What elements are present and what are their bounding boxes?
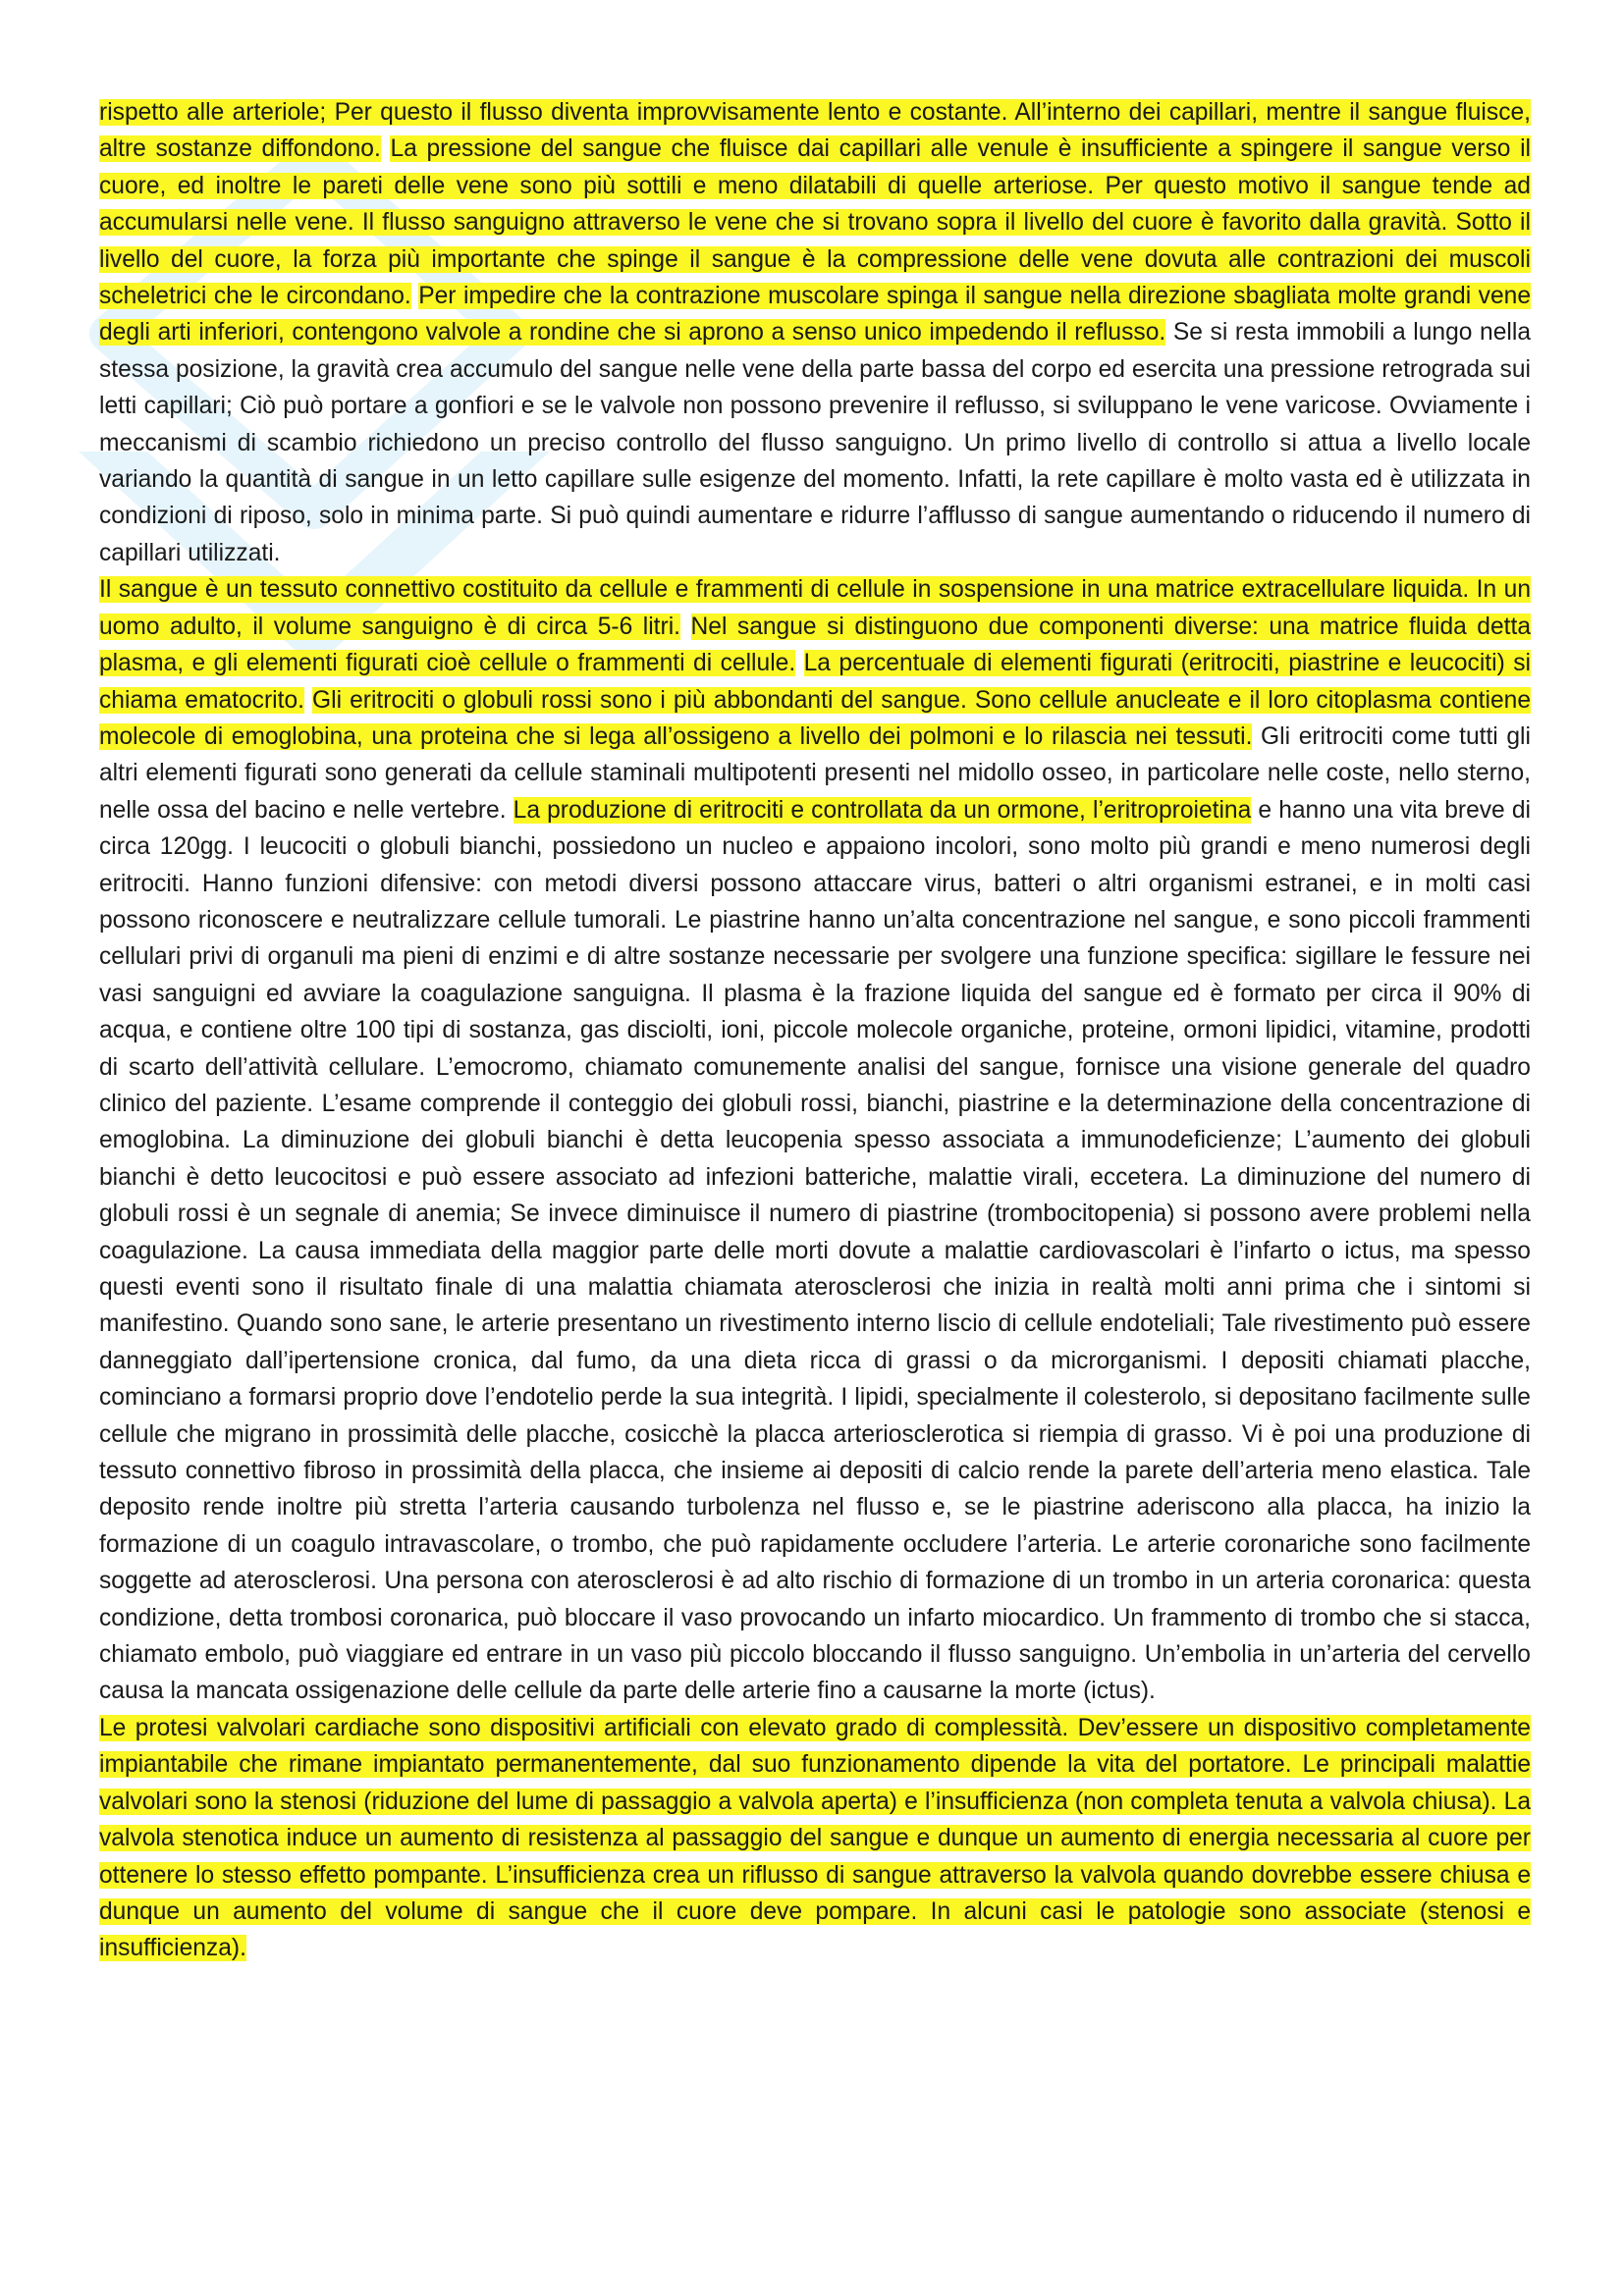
paragraph xyxy=(99,1710,1531,1967)
text-segment: La percentuale di elementi figurati (eritrociti, piastrine e leucociti) si chiama ematocrito. xyxy=(99,650,1531,714)
text-segment: Il sangue è un tessuto connettivo costituito da cellule e frammenti di cellule in sospensione in una matrice extracellulare liquida. In un uomo adulto, il volume sanguigno è di circa 5-6 litri. xyxy=(99,576,1531,640)
paragraph xyxy=(99,571,1531,1710)
text-segment: Gli eritrociti o globuli rossi sono i più abbondanti del sangue. Sono cellule anucleate e il loro citoplasma contiene molecole di emoglobina, una proteina che si lega all’ossigeno a livello dei polmoni e lo rilascia nei tessuti. xyxy=(99,686,1531,750)
text-segment: La pressione del sangue che fluisce dai capillari alle venule è insufficiente a spingere il sangue verso il cuore, ed inoltre le pareti delle vene sono più sottili e meno dilatabili di quelle arteriose. Per questo motivo il sangue tende ad accumularsi nelle vene. Il flusso sanguigno attraverso le vene che si trovano sopra il livello del cuore è favorito dalla gravità. Sotto il livello del cuore, la forza più importante che spinge il sangue è la compressione delle vene dovuta alle contrazioni dei muscoli scheletrici che le circondano. xyxy=(99,135,1531,310)
document-body xyxy=(99,94,1531,1967)
text-segment: Nel sangue si distinguono due componenti diverse: una matrice fluida detta plasma, e gli elementi figurati cioè cellule o frammenti di cellule. xyxy=(99,613,1531,677)
text-segment xyxy=(680,614,691,640)
text-segment xyxy=(795,650,803,676)
text-segment: Per impedire che la contrazione muscolare spinga il sangue nella direzione sbagliata molte grandi vene degli arti inferiori, contengono valvole a rondine che si aprono a senso unico impedendo il reflusso. xyxy=(99,283,1531,347)
text-segment: La produzione di eritrociti e controllata da un ormone, l’eritroproietina xyxy=(513,796,1252,824)
paragraph xyxy=(99,94,1531,571)
text-segment: Se si resta immobili a lungo nella stessa posizione, la gravità crea accumulo del sangue nelle vene della parte bassa del corpo ed esercita una pressione retrograda sui letti capillari; Ciò può portare a gonfiori e se le valvole non possono prevenire il reflusso, si sviluppano le vene varicose. Ovviamente i meccanismi di scambio richiedono un preciso controllo del flusso sanguigno. Un primo livello di controllo si attua a livello locale variando la quantità di sangue in un letto capillare sulle esigenze del momento. Infatti, la rete capillare è molto vasta ed è utilizzata in condizioni di riposo, solo in minima parte. Si può quindi aumentare e ridurre l’afflusso di sangue aumentando o riducendo il numero di capillari utilizzati. xyxy=(99,319,1531,566)
text-segment xyxy=(304,687,312,714)
text-segment: Gli eritrociti come tutti gli altri elementi figurati sono generati da cellule staminali multipotenti presenti nel midollo osseo, in particolare nelle coste, nello sterno, nelle ossa del bacino e nelle vertebre. xyxy=(99,722,1531,824)
text-segment: Le protesi valvolari cardiache sono dispositivi artificiali con elevato grado di complessità. Dev’essere un dispositivo completamente impiantabile che rimane impiantato permanentemente, dal suo funzionamento dipende la vita del portatore. Le principali malattie valvolari sono la stenosi (riduzione del lume di passaggio a valvola aperta) e l’insufficienza (non completa tenuta a valvola chiusa). La valvola stenotica induce un aumento di resistenza al passaggio del sangue e dunque un aumento di energia necessaria al cuore per ottenere lo stesso effetto pompante. L’insufficienza crea un riflusso di sangue attraverso la valvola quando dovrebbe essere chiusa e dunque un aumento del volume di sangue che il cuore deve pompare. In alcuni casi le patologie sono associate (stenosi e insufficienza). xyxy=(99,1714,1531,1962)
text-segment: e hanno una vita breve di circa 120gg. I leucociti o globuli bianchi, possiedono un nucleo e appaiono incolori, sono molto più grandi e meno numerosi degli eritrociti. Hanno funzioni difensive: con metodi diversi possono attaccare virus, batteri o altri organismi estranei, e in molti casi possono riconoscere e neutralizzare cellule tumorali. Le piastrine hanno un’alta concentrazione nel sangue, e sono piccoli frammenti cellulari privi di organuli ma pieni di enzimi e di altre sostanze necessarie per svolgere una funzione specifica: sigillare le fessure nei vasi sanguigni ed avviare la coagulazione sanguigna. Il plasma è la frazione liquida del sangue ed è formato per circa il 90% di acqua, e contiene oltre 100 tipi di sostanza, gas disciolti, ioni, piccole molecole organiche, proteine, ormoni lipidici, vitamine, prodotti di scarto dell’attività cellulare. L’emocromo, chiamato comunemente analisi del sangue, fornisce una visione generale del quadro clinico del paziente. L’esame comprende il conteggio dei globuli rossi, bianchi, piastrine e la determinazione della concentrazione di emoglobina. La diminuzione dei globuli bianchi è detta leucopenia spesso associata a immunodeficienze; L’aumento dei globuli bianchi è detto leucocitosi e può essere associato ad infezioni batteriche, malattie virali, eccetera. La diminuzione del numero di globuli rossi è un segnale di anemia; Se invece diminuisce il numero di piastrine (trombocitopenia) si possono avere problemi nella coagulazione. La causa immediata della maggior parte delle morti dovute a malattie cardiovascolari è l’infarto o ictus, ma spesso questi eventi sono il risultato finale di una malattia chiamata aterosclerosi che inizia in realtà molti anni prima che i sintomi si manifestino. Quando sono sane, le arterie presentano un rivestimento interno liscio di cellule endoteliali; Tale rivestimento può essere danneggiato dall’ipertensione cronica, dal fumo, da una dieta ricca di grassi o da microrganismi. I depositi chiamati placche, cominciano a formarsi proprio dove l’endotelio perde la sua integrità. I lipidi, specialmente il colesterolo, si depositano facilmente sulle cellule che migrano in prossimità delle placche, cosicchè la placca arteriosclerotica si riempia di grasso. Vi è poi una produzione di tessuto connettivo fibroso in prossimità della placca, che insieme ai depositi di calcio rende la parete dell’arteria meno elastica. Tale deposito rende inoltre più stretta l’arteria causando turbolenza nel flusso e, se le piastrine aderiscono alla placca, ha inizio la formazione di un coagulo intravascolare, o trombo, che può rapidamente occludere l’arteria. Le arterie coronariche sono facilmente soggette ad aterosclerosi. Una persona con aterosclerosi è ad alto rischio di formazione di un trombo in un arteria coronarica: questa condizione, detta trombosi coronarica, può bloccare il vaso provocando un infarto miocardico. Un frammento di trombo che si stacca, chiamato embolo, può viaggiare ed entrare in un vaso più piccolo bloccando il flusso sanguigno. Un’embolia in un’arteria del cervello causa la mancata ossigenazione delle cellule da parte delle arterie fino a causarne la morte (ictus). xyxy=(99,796,1531,1705)
text-segment: rispetto alle arteriole; Per questo il flusso diventa improvvisamente lento e costante. All’interno dei capillari, mentre il sangue fluisce, altre sostanze diffondono. xyxy=(99,99,1531,163)
